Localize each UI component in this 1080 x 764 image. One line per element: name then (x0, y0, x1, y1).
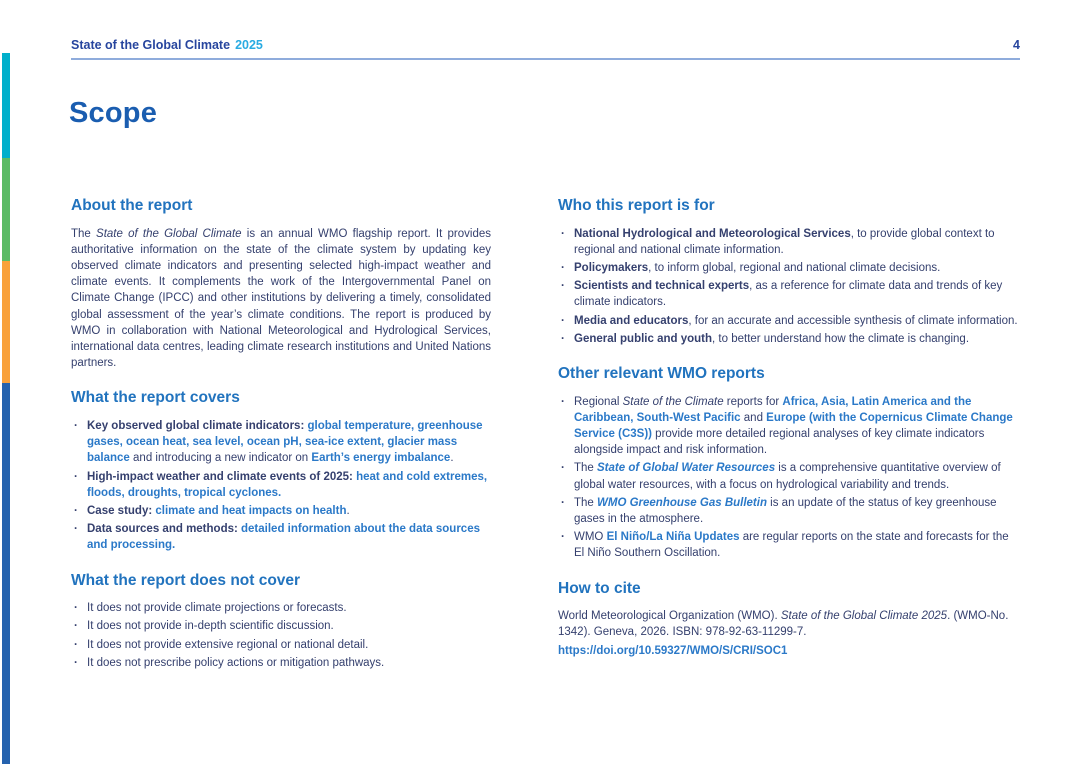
heading-who-this-report-is-for: Who this report is for (558, 197, 715, 214)
text-segment: National Hydrological and Meteorological Services (574, 227, 851, 240)
text-segment: State of the Climate (622, 395, 724, 408)
heading-how-to-cite: How to cite (558, 579, 641, 597)
accent-stripe-seg-1 (2, 158, 10, 261)
right-column (558, 197, 1020, 673)
text-segment: WMO (574, 531, 607, 544)
accent-stripe-seg-2 (2, 261, 10, 383)
list-item (558, 278, 1020, 310)
text-segment: reports for (723, 395, 783, 408)
text-segment: High-impact weather and climate events of 2025: (87, 470, 357, 483)
inline-link[interactable]: climate and heat impacts on health (155, 505, 347, 518)
text-segment: It does not provide in-depth scientific discussion. (87, 620, 334, 633)
list-item (71, 503, 491, 519)
text-segment: . (346, 505, 350, 518)
text-segment: Key observed global climate indicators: (87, 420, 308, 433)
text-segment: , as a reference for climate data and trends of key climate indicators. (574, 280, 1003, 309)
text-segment: , for an accurate and accessible synthesis of climate information. (688, 314, 1018, 327)
heading-other-relevant-wmo-reports: Other relevant WMO reports (558, 365, 765, 383)
text-segment: , to better understand how the climate is changing. (712, 332, 970, 345)
text-segment: Regional (574, 395, 623, 408)
list-item (71, 521, 491, 553)
inline-link[interactable]: global temperature, greenhouse gases, ocean heat, sea level, ocean pH, sea-ice extent, glacier mass balance (87, 420, 483, 465)
doi-link[interactable]: https://doi.org/10.59327/WMO/S/CRI/SOC1 (558, 644, 788, 657)
inline-link[interactable]: heat and cold extremes, floods, droughts, tropical cyclones. (87, 470, 488, 499)
accent-stripe-seg-3 (2, 383, 10, 764)
content-columns (71, 197, 1020, 673)
list-item (558, 331, 1020, 347)
inline-link[interactable]: detailed information about the data sources and processing. (87, 523, 480, 552)
text-segment: is an update of the status of key greenhouse gases in the atmosphere. (574, 496, 997, 526)
text-segment: , to inform global, regional and national climate decisions. (648, 262, 941, 274)
audience-list (558, 226, 1020, 347)
report-year-text: 2025 (235, 38, 263, 52)
list-item (558, 394, 1020, 459)
inline-link[interactable]: WMO Greenhouse Gas Bulletin (597, 496, 767, 509)
text-segment: , to provide global context to regional and national climate information. (574, 227, 995, 256)
list-item (71, 637, 491, 653)
inline-link[interactable]: Earth’s energy imbalance (311, 452, 451, 465)
text-segment: Scientists and technical experts (574, 280, 750, 293)
report-title-text: State of the Global Climate (71, 38, 231, 52)
list-item (558, 260, 1020, 276)
accent-stripe-seg-0 (2, 53, 10, 158)
text-segment: are regular reports on the state and forecasts for the El Niño Southern Oscillation. (574, 531, 1009, 560)
text-segment: World Meteorological Organization (WMO). (558, 610, 781, 623)
text-segment: Data sources and methods: (87, 523, 242, 536)
running-header-title (71, 38, 263, 52)
text-segment: provide more detailed regional analyses of key climate indicators alongside impact and risk information. (574, 428, 985, 457)
heading-about-the-report: About the report (71, 197, 193, 214)
list-item (71, 655, 491, 671)
text-segment: The (574, 462, 598, 475)
text-segment: Policymakers (574, 262, 649, 274)
text-segment: is an annual WMO flagship report. It provides authoritative information on the state of the climate system by updating key observed climate indicators and presenting selected high-impact weather and climate events. It complements the work of the Intergovernmental Panel on Climate Change (IPCC) and other institutions by delivering a timely, consolidated global assessment of the year’s climate conditions. The report is produced by WMO in collaboration with National Meteorological and Hydrological Services, international data centres, leading climate research institutions and United Nations partners. (71, 227, 491, 370)
inline-link[interactable]: Europe (with the Copernicus Climate Change Service (C3S)) (574, 411, 1013, 441)
text-segment: . (WMO-No. 1342). Geneva, 2026. ISBN: 978-92-63-11299-7. (558, 610, 1009, 639)
text-segment: Case study: (87, 505, 156, 518)
text-segment: The (71, 227, 97, 240)
left-column (71, 197, 491, 673)
list-item (558, 226, 1020, 258)
text-segment: State of the Global Climate 2025 (780, 610, 948, 623)
text-segment: It does not provide extensive regional or national detail. (87, 638, 369, 651)
about-paragraph (71, 226, 491, 372)
text-segment: is a comprehensive quantitative overview of global water resources, with a focus on hydrological variability and trends. (574, 462, 1001, 491)
inline-link[interactable]: El Niño/La Niña Updates (606, 531, 740, 544)
list-item (558, 460, 1020, 492)
page-title: Scope (69, 97, 158, 129)
text-segment: The (574, 496, 598, 509)
text-segment: It does not provide climate projections or forecasts. (87, 602, 347, 615)
not-cover-list (71, 600, 491, 671)
text-segment: and introducing a new indicator on (129, 452, 312, 465)
text-segment: . (450, 452, 454, 465)
list-item (71, 618, 491, 634)
page-number: 4 (1013, 38, 1020, 52)
list-item (558, 495, 1020, 527)
list-item (71, 418, 491, 467)
text-segment: General public and youth (574, 332, 713, 345)
inline-link[interactable]: State of Global Water Resources (597, 462, 776, 475)
text-segment: It does not prescribe policy actions or mitigation pathways. (87, 656, 385, 669)
inline-link[interactable]: Africa, Asia, Latin America and the Caribbean, South-West Pacific (574, 395, 972, 424)
covers-list (71, 418, 491, 554)
running-header (71, 38, 1020, 60)
other-reports-list (558, 394, 1020, 562)
list-item (71, 469, 491, 501)
citation-paragraph (558, 608, 1020, 640)
list-item (558, 529, 1020, 561)
text-segment: and (740, 411, 767, 424)
text-segment: Media and educators (574, 314, 689, 327)
heading-what-the-report-covers: What the report covers (71, 389, 240, 407)
list-item (558, 313, 1020, 329)
text-segment: State of the Global Climate (96, 227, 242, 240)
list-item (71, 600, 491, 616)
heading-what-the-report-does-not-cover: What the report does not cover (71, 571, 301, 589)
